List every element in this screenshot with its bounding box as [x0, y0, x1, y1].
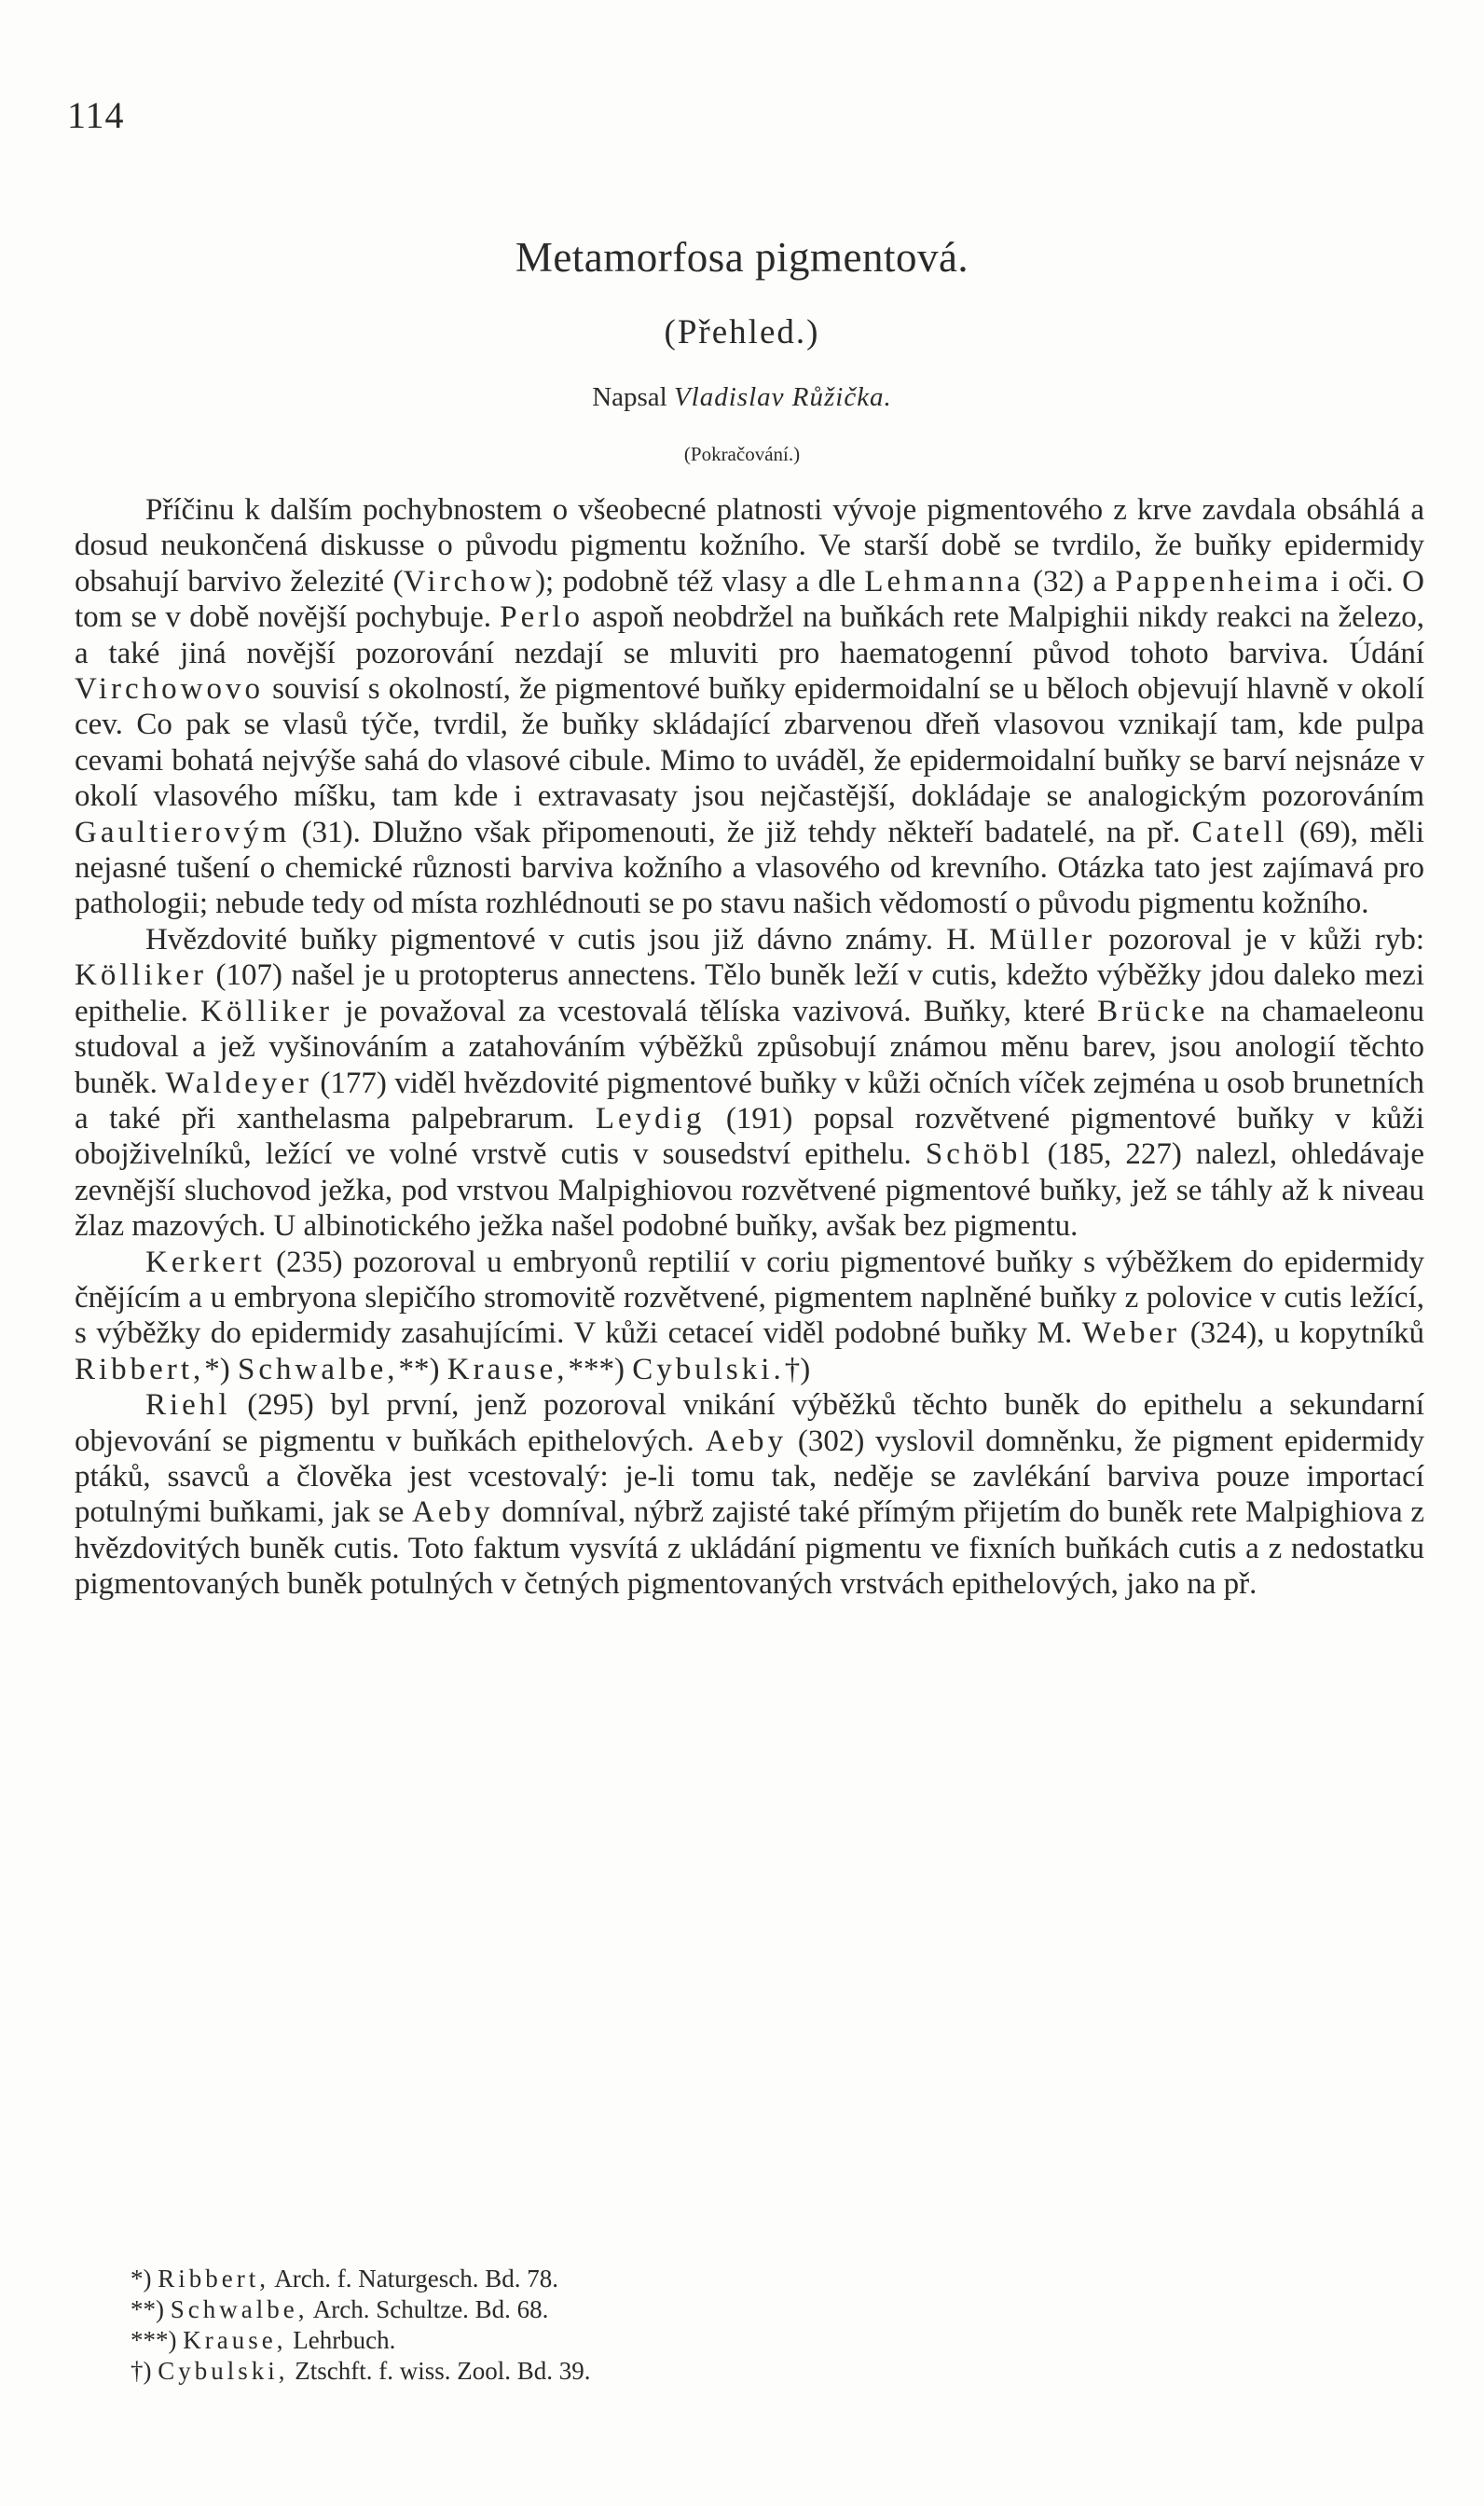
author-name: Riehl — [145, 1388, 231, 1423]
page-number: 114 — [67, 94, 125, 136]
author-name: Gaultierovým — [75, 815, 291, 849]
footnote-author: Schwalbe, — [170, 2295, 309, 2323]
author-name: Aeby — [412, 1495, 494, 1530]
author-name: Perlo — [500, 600, 584, 635]
author-name: Schwalbe, — [237, 1352, 399, 1386]
text-segment: ***) — [568, 1352, 633, 1386]
author-name: Krause, — [447, 1352, 569, 1386]
text-segment: Hvězdovité buňky pigmentové v cutis jsou již dávno známy. H. — [145, 922, 990, 957]
text-segment: (32) a — [1024, 564, 1116, 599]
text-segment: †) — [784, 1352, 811, 1386]
footnote-author: Cybulski, — [158, 2357, 289, 2385]
author-name: Müller — [989, 922, 1096, 957]
paragraph — [75, 1245, 1424, 1388]
author-name: Catell — [1191, 815, 1288, 849]
author-name: Kölliker — [75, 958, 207, 993]
article-subtitle: (Přehled.) — [664, 313, 820, 351]
text-segment: (107) našel je u protopterus annectens. Tělo buněk leží v cutis, kdežto výběžky jdou daleko mezi epithelie. — [75, 958, 1424, 1028]
article-title: Metamorfosa pigmentová. — [515, 234, 969, 281]
footnote — [131, 2294, 969, 2325]
footnote-mark: ***) — [131, 2326, 184, 2354]
footnote — [131, 2264, 969, 2294]
author-name: Brücke — [1097, 994, 1209, 1028]
text-segment: (177) viděl hvězdovité pigmentové buňky v kůži očních víček zejména u osob brunetních a také při xanthelasma palpebrarum. — [75, 1066, 1424, 1136]
text-segment: souvisí s okolností, že pigmentové buňky epidermoidalní se u běloch objevují hlavně v okolí cev. Co pak se vlasů týče, tvrdil, že buňky skládající zbarvenou dřeň vlasovou vznikají tam, kde pulpa cevami bohatá nejvýše sahá do vlasové cibule. Mimo to uváděl, že epidermoidalní buňky se barví nejsnáze v okolí vlasového míšku, tam kde i extravasaty jsou nejčastější, dokládaje se analogickým pozorováním — [75, 672, 1424, 814]
text-segment: (302) vyslovil domněnku, že pigment epidermidy ptáků, ssavců a člověka jest vcestovalý: je-li tomu tak, neděje se zavlékání barviva pouze importací potulnými buňkami, jak se — [75, 1424, 1424, 1530]
author-name: Lehmanna — [864, 564, 1024, 599]
text-segment: Příčinu k dalším pochybnostem o všeobecné platnosti vývoje pigmentového z krve zavdala obsáhlá a dosud neukončená diskusse o původu pigmentu kožního. Ve starší době se tvrdilo, že buňky epidermidy obsahují barvivo železité ( — [75, 493, 1424, 599]
footnote-text: Lehrbuch. — [286, 2326, 396, 2354]
text-segment: (324), u kopytníků — [1180, 1316, 1424, 1351]
author-name: Aeby — [705, 1424, 788, 1458]
text-segment: (235) pozoroval u embryonů reptilií v coriu pigmentové buňky s výběžkem do epidermidy čnějícím a u embryona slepičího stromovitě rozvětvené, pigmentem naplněné buňky z polovice v cutis ležící, s výběžky do epidermidy zasahujícími. V kůži cetaceí viděl podobné buňky M. — [75, 1245, 1424, 1351]
author-name: Weber — [1081, 1316, 1181, 1351]
text-segment: pozoroval je v kůži ryb: — [1095, 922, 1424, 957]
author-name: Leydig — [595, 1101, 706, 1136]
author-name: Pappenheima — [1115, 564, 1323, 599]
footnote-text: Arch. f. Naturgesch. Bd. 78. — [269, 2265, 558, 2293]
text-segment: (31). Dlužno však připomenouti, že již tehdy někteří badatelé, na př. — [290, 815, 1192, 849]
text-segment: (69), měli nejasné tušení o chemické různosti barviva kožního a vlasového od krevního. Otázka tato jest zajímavá pro pathologii; nebude tedy od místa rozhlédnouti se po stavu našich vědomostí o původu pigmentu kožního. — [75, 815, 1424, 921]
footnote — [131, 2356, 969, 2387]
text-segment: (295) byl první, jenž pozoroval vnikání výběžků těchto buněk do epithelu a sekundarní objevování se pigmentu v buňkách epithelových. — [75, 1388, 1424, 1458]
paragraph — [75, 1387, 1424, 1602]
byline-prefix: Napsal — [592, 382, 667, 412]
author-name: Vladislav Růžička. — [673, 382, 892, 412]
author-name: Waldeyer — [165, 1066, 312, 1100]
footnote-mark: †) — [131, 2357, 158, 2385]
footnote-mark: *) — [131, 2265, 158, 2293]
text-segment: aspoň neobdržel na buňkách rete Malpighii nikdy reakci na železo, a také jiná novější pozorování nezdají se mluviti pro haematogenní původ tohoto barviva. Údání — [75, 600, 1424, 670]
text-segment: **) — [398, 1352, 447, 1386]
author-name: Ribbert, — [75, 1352, 205, 1386]
text-segment: *) — [204, 1352, 238, 1386]
body-text — [75, 492, 1424, 1603]
text-segment: domníval, nýbrž zajisté také přímým přijetím do buněk rete Malpighiova z hvězdovitých buněk cutis. Toto faktum vysvítá z ukládání pigmentu ve fixních buňkách cutis a z nedostatku pigmentovaných buněk potulných v četných pigmentovaných vrstvách epithelových, jako na př. — [75, 1495, 1424, 1602]
footnote-author: Krause, — [183, 2326, 287, 2354]
paragraph — [75, 922, 1424, 1245]
text-segment: (185, 227) nalezl, ohledávaje zevnější sluchovod ježka, pod vrstvou Malpighiovou rozvětvené pigmentové buňky, jež se táhly až k niveau žlaz mazových. U albinotického ježka našel podobné buňky, avšak bez pigmentu. — [75, 1137, 1424, 1244]
footnotes — [131, 2264, 969, 2387]
text-segment: i oči. O tom se v době novější pochybuje. — [75, 564, 1424, 635]
text-segment: (191) popsal rozvětvené pigmentové buňky v kůži obojživelníků, ležící ve volné vrstvě cutis v sousedství epithelu. — [75, 1101, 1424, 1172]
author-name: Schöbl — [925, 1137, 1034, 1172]
text-segment: na chamaeleonu studoval a jež vyšinováním a zatahováním výběžků způsobují známou měnu barev, jsou anologií těchto buněk. — [75, 994, 1424, 1100]
author-name: Virchowovo — [75, 672, 264, 707]
author-name: Virchow — [403, 564, 536, 599]
byline — [0, 382, 1484, 413]
footnote-text: Arch. Schultze. Bd. 68. — [308, 2295, 549, 2323]
text-segment: je považoval za vcestovalá tělíska vazivová. Buňky, které — [333, 994, 1098, 1028]
author-name: Cybulski. — [632, 1352, 785, 1386]
paragraph — [75, 492, 1424, 922]
author-name: Kerkert — [145, 1245, 266, 1279]
footnote — [131, 2325, 969, 2356]
continued-note: (Pokračování.) — [683, 443, 801, 465]
author-name: Kölliker — [200, 994, 334, 1028]
footnote-text: Ztschft. f. wiss. Zool. Bd. 39. — [288, 2357, 591, 2385]
footnote-mark: **) — [131, 2295, 171, 2323]
text-segment: ); podobně též vlasy a dle — [535, 564, 865, 599]
footnote-author: Ribbert, — [158, 2265, 269, 2293]
